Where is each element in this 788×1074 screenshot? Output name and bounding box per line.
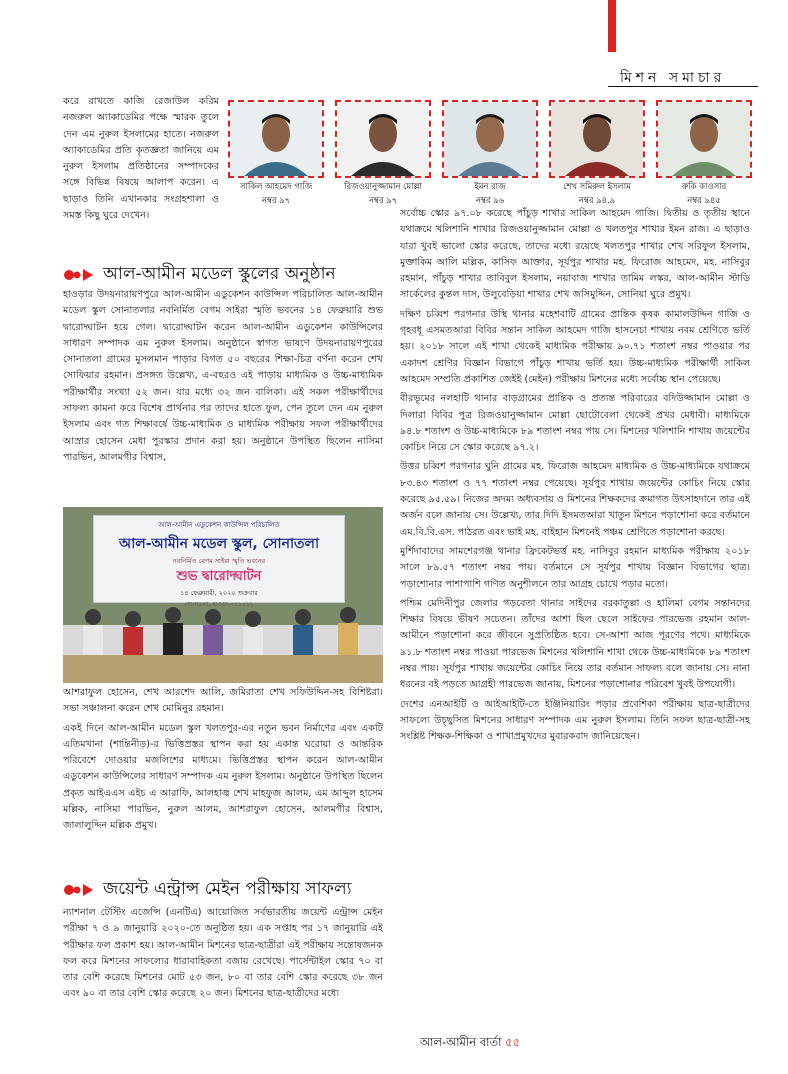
paragraph: হাওড়ার উদয়নারায়ণপুরে আল-আমীন এডুকেশন কাউন্সিল পরিচালিত আল-আমীন মডেল স্কুল সোনাতলার নবনির্মিত বেগম সাইরা স্মৃতি ভবনের ১৪ ফেব্রুয়ারি শুভ দ্বারোদ্ঘাটন হয়ে গেল। দ্বারোদ্ঘাটন করেন আল-আমীন এডুকেশন কাউন্সিলের সাধারণ সম্পাদক এম নুরুল ইসলাম। অনুষ্ঠানে স্বাগত ভাষণে উদয়নারায়ণপুরের সোনাতলা গ্রামের মুসলমান পাড়ার বিগত ৫০ বছরের শিক্ষা-চিত্র বর্ণনা করেন শেখ সোফিয়ার রহমান। প্রসঙ্গত উল্লেখ্য, এ-বছরও এই পাড়ায় মাধ্যমিক ও উচ্চ-মাধ্যমিক পরীক্ষার্থীর সংখ্যা ৫২ জন। যার মধ্যে ৩২ জন বালিকা। এই সকল পরীক্ষার্থীদের সাফল্য কামনা করে বিশেষ প্রার্থনার পর তাদের হাতে ফুল, পেন তুলে দেন এম নুরুল ইসলাম এবং গত শিক্ষাবর্ষে উচ্চ-মাধ্যমিক ও মাধ্যমিক পরীক্ষায় সফল পরীক্ষার্থীদের আস্রার হোসেন মেধা পুরস্কার প্রদান করা হয়। অনুষ্ঠানে উপস্থিত ছিলেন নাসিমা পারভিন, আলমগীর বিশ্বাস, [63, 289, 383, 463]
continued-article-text [63, 94, 219, 227]
section-title: আল-আমীন মডেল স্কুলের অনুষ্ঠান [103, 264, 336, 284]
right-column-text [400, 206, 750, 749]
student-photo [228, 100, 324, 178]
student-name: শেখ সমিরুল ইসলাম [563, 181, 631, 191]
section-heading [63, 262, 383, 288]
student-photo [656, 100, 752, 178]
banner-text: আল-আমীন মডেল স্কুল, সোনাতলা [118, 536, 320, 552]
student-name: রুকি কাওসার [681, 181, 727, 191]
paragraph: করে রাখতে কাজি রেজাউল করিম নজরুল অ্যাকাডেমির পক্ষে স্মারক তুলে দেন এম নুরুল ইসলামের হাতে। নজরুল অ্যাকাডেমির প্রতি কৃতজ্ঞতা জানিয়ে এম নুরুল ইসলাম প্রতিষ্ঠানের সম্পাদকের সঙ্গে বিভিন্ন বিষয়ে আলাপ করেন। এ ছাড়াও তিনি এখানকার সংগ্রহশালা ও সমস্ত কিছু ঘুরে দেখেন। [63, 96, 219, 222]
student-photo [549, 100, 645, 178]
header-rule [608, 86, 758, 87]
paragraph: দক্ষিণ চব্বিশ পরগনার উস্থি থানার মহেশবাটি গ্রামের প্রান্তিক কৃষক কামালউদ্দিন গাজি ও গৃহবধূ এসমতআরা বিবির সন্তান সাকিল আহমেদ গাজি হাসনেচা শাখায় নবম শ্রেণিতে ভর্তি হয়। ২০১৮ সালে এই শাখা থেকেই মাধ্যমিক পরীক্ষায় ৯০.৭১ শতাংশ নম্বর পাওয়ার পর একাদশ শ্রেণির বিজ্ঞান বিভাগে পাঁচুড় শাখায় ভর্তি হয়। উচ্চ-মাধ্যমিক পরীক্ষার্থী সাকিল আহমেদ সম্প্রতি প্রকাশিত জেইই (মেইন) পরীক্ষায় মিশনের মধ্যে সর্বোচ্চ স্থান পেয়েছে। [400, 308, 750, 385]
section-heading [63, 877, 383, 903]
student-card [656, 100, 752, 206]
student-name: ইমন রাজ [474, 181, 506, 191]
event-photo [63, 507, 383, 683]
student-photo [335, 100, 431, 178]
paragraph: পশ্চিম মেদিনীপুর জেলার গড়বেতা থানার সাইদের বরকাতুল্লা ও হালিমা বেগম সন্তানদের শিক্ষার বিষয়ে ভীষণ সচেতন। তাঁদের আশা ছিল ছেলে সাইফের পারভেজ রহমান আল-আমীনে পড়াশোনা করে জীবনে সুপ্রতিষ্ঠিত হবে। সে-আশা আজ পূরণের পথে। মাধ্যমিকে ৯১.৮ শতাংশ নম্বর পাওয়া পারভেজ মিশনের খলিশানি শাখা থেকে উচ্চ-মাধ্যমিকে ৮৯ শতাংশ নম্বর পায়। সূর্যপুর শাখায় জয়েন্টের কোচিং নিয়ে তার বর্তমান সাফল্য বলে জানায় সে। নানা ধরনের বই পড়তে আগ্রহী পারভেজ জানায়, মিশনের পড়াশোনার পরিবেশ খুবই উপযোগী। [400, 597, 750, 691]
student-name: রিজওয়ানুজ্জামান মোল্লা [344, 181, 422, 191]
student-score: নম্বর ৯৬ [475, 195, 505, 205]
banner-text: নবনির্মিত বেগম সাইরা স্মৃতি ভবনের [172, 557, 266, 565]
paragraph: সর্বোচ্চ স্কোর ৯৭.০৮ করেছে পাঁচুড় শাখার সাকিল আহমেদ গাজি। দ্বিতীয় ও তৃতীয় স্থানে যথাক্রমে খলিশানি শাখার রিজওয়ানুজ্জামান মোল্লা ও খলতপুর শাখার ইমন রাজ। এ ছাড়াও যারা খুবই ভালো স্কোর করেছে, তাদের মধ্যে রয়েছে খলতপুর শাখার শেখ সরিফুল ইসলাম, মুক্তাকিম আলি মল্লিক, কাসিফ আক্তার, সূর্যপুর শাখার মহ. ফিরোজ আহমেদ, মহ. নাসিবুর রহমান, পাঁচুড় শাখার তাবিবুল ইসলাম, নয়াবাজ শাখার তামিম লস্কর, আল-আমীন স্টাডি সার্কেলের কুন্তল দাস, উলুবেড়িয়া শাখার শেখ জসিমুদ্দিন, সোনিয়া ঘুরে প্রমুখ। [400, 208, 750, 301]
student-card [335, 100, 431, 206]
article-text [63, 685, 383, 838]
section-title: জয়েন্ট এন্ট্রান্স মেইন পরীক্ষায় সাফল্য [103, 879, 352, 899]
paragraph: উত্তর চব্বিশ পরগনার ঘুনি গ্রামের মহ. ফিরোজ আহমেদ মাধ্যমিক ও উচ্চ-মাধ্যমিকে যথাক্রমে ৮৩.৪৩ শতাংশ ও ৭৭ শতাংশ নম্বর পেয়েছে। সূর্যপুর শাখায় জয়েন্টের কোচিং নিয়ে স্কোর করেছে ৯৫.৫৯। নিজের অদম্য অধ্যবসায় ও মিশনের শিক্ষকদের ক্রমাগত উৎসাহদানে তার এই অর্জন বলে জানায় সে। উল্লেখ্য, তার দিদি ইসমতআরা খাতুন মিশনে পড়াশোনা করে বর্তমানে এম.বি.বি.এস. পাঠরত এবং ভাই মহ. বাইহান মিশনেই পঞ্চম শ্রেণিতে পড়াশোনা করছে। [400, 461, 750, 538]
student-score: নম্বর ৯৭ [261, 195, 291, 205]
page-footer [420, 1034, 520, 1053]
paragraph: বীরভূমের নলহাটি থানার বাড়গ্রামের প্রান্তিক ও প্রত্যন্ত পরিবারের বদিউজ্জামান মোল্লা ও দিলারা বিবির পুত্র রিজওয়ানুজ্জামান মোল্লা ছোটোবেলা থেকেই প্রখর মেধাবী। মাধ্যমিকে ৯৪.৮ শতাংশ ও উচ্চ-মাধ্যমিকে ৮৯ শতাংশ নম্বর পায় সে। মিশনের খলিশানি শাখায় জয়েন্টের কোচিং নিয়ে সে স্কোর করেছে ৯৭.২। [400, 393, 750, 454]
section-header: মিশন সমাচার [620, 70, 726, 86]
student-card [442, 100, 538, 206]
student-name: সাকিল আহমেদ গাজি [239, 181, 313, 191]
student-card [228, 100, 324, 206]
student-score: নম্বর ৯৭ [368, 195, 398, 205]
banner-text: আল-আমীন এডুকেশন কাউন্সিল পরিচালিত [158, 521, 280, 529]
student-photo [442, 100, 538, 178]
student-photo-strip [228, 100, 756, 208]
banner-text: সোনাতলা, হাওড়া-৭১১৪১২ [184, 601, 254, 608]
student-score: নম্বর ৯৪৫ [687, 195, 721, 205]
banner-text: ১৪ ফেব্রুয়ারী, ২০২০ শুক্রবার [180, 589, 258, 597]
page-number: ৫৫ [505, 1035, 521, 1049]
student-card [549, 100, 645, 206]
header-accent-bar [608, 0, 616, 52]
student-score: নম্বর ৯৪.৯ [578, 195, 616, 205]
paragraph: আশরাফুল হোসেন, শেখ আরশেদ আলি, জমিরাতা শেখ সফিউদ্দিন-সহ বিশিষ্টরা। সভা সঞ্চালনা করেন শেখ মোমিনুর রহমান। [63, 687, 383, 715]
article-text [63, 905, 383, 1006]
paragraph: দেশের এনআইটি ও আইআইটি-তে ইঞ্জিনিয়ারিং পড়ার প্রবেশিকা পরীক্ষায় ছাত্র-ছাত্রীদের সাফল্যে উচ্ছ্বসিত মিশনের সাধারণ সম্পাদক এম নুরুল ইসলাম। তিনি সফল ছাত্র-ছাত্রী-সহ সংশ্লিষ্ট শিক্ষক-শিক্ষিকা ও শাখাপ্রমুখদের মুবারকবাদ জানিয়েছেন। [400, 698, 750, 743]
magazine-name: আল-আমীন বার্তা [420, 1035, 502, 1049]
paragraph: একই দিনে আল-আমীন মডেল স্কুল খলতপুর-এর নতুন ভবন নির্মাণের এবং একটি এতিমখানা (শান্তিনীড়)-র ভিত্তিপ্রস্তর স্থাপন করা হয় একান্ত ঘরোয়া ও আন্তরিক পরিবেশে দোওয়ার মজলিশের মাধ্যমে। ভিত্তিপ্রস্তর স্থাপন করেন আল-আমীন এডুকেশন কাউন্সিলের সাধারণ সম্পাদক এম নুরুল ইসলাম। অনুষ্ঠানে উপস্থিত ছিলেন প্রকৃত আইএএস এইচ এ আরাফি, আলহাজ্ব শেখ মাহফুজ আলম, এম আব্দুল হাসেম মল্লিক, নাসিমা পারভিন, নুরুল আলম, আশরাফুল হোসেন, আলমগীর বিশ্বাস, জালালুদ্দিন মল্লিক প্রমুখ। [63, 722, 383, 832]
paragraph: ন্যাশনাল টেস্টিং এজেন্সি (এনটিএ) আয়োজিত সর্বভারতীয় জয়েন্ট এন্ট্রান্স মেইন পরীক্ষা ৭ ও ৯ জানুয়ারি ২০২০-তে অনুষ্ঠিত হয়। এক সপ্তাহ পর ১৭ জানুয়ারি এই পরীক্ষার ফল প্রকাশ হয়। আল-আমীন মিশনের ছাত্র-ছাত্রীরা এই পরীক্ষায় সন্তোষজনক ফল করে মিশনের সাফল্যের ধারাবাহিকতা বজায় রেখেছে। পার্সেন্টাইল স্কোর ৭০ বা তার বেশি করেছে মিশনের মোট ৫৩ জন, ৮০ বা তার বেশি স্কোর করেছে ৩৮ জন এবং ৯০ বা তার বেশি স্কোর করেছে ২০ জন। মিশনের ছাত্র-ছাত্রীদের মধ্যে [63, 907, 383, 1000]
audience-illustration [63, 507, 383, 683]
article-text [63, 287, 383, 469]
bullet-arrow-icon [63, 266, 103, 284]
bullet-arrow-icon [63, 881, 103, 899]
banner-text: শুভ দ্বারোদ্ঘাটন [176, 569, 262, 584]
paragraph: মুর্শিদাবাদের সামশেরগঞ্জ থানার ফ্রিকেটভর্ত্ত মহ. নাসিবুর রহমান মাধ্যমিক পরীক্ষায় ২০১৮ সালে ৮৯.৫৭ শতাংশ নম্বর পায়। বর্তমানে সে সূর্যপুর শাখায় বিজ্ঞান বিভাগের ছাত্র। পড়াশোনার পাশাপাশি গণিত অনুশীলনে তার আগ্রহ চোখে পড়ার মতো। [400, 545, 750, 590]
